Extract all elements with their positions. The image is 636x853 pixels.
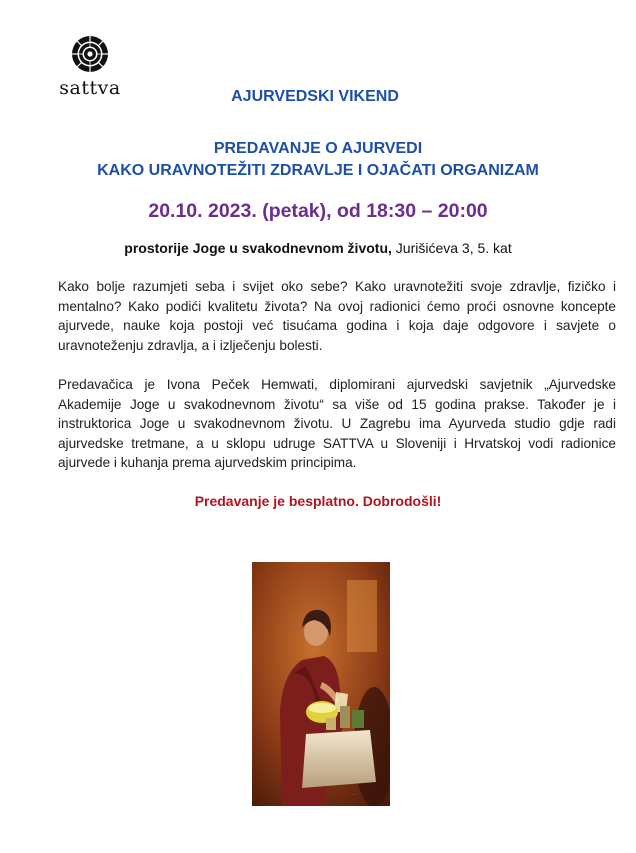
lecture-title	[0, 138, 636, 182]
free-admission-note: Predavanje je besplatno. Dobrodošli!	[194, 493, 442, 509]
venue	[0, 240, 636, 256]
lecture-title-line1: PREDAVANJE O AJURVEDI	[213, 140, 423, 157]
logo-text: sattva	[59, 77, 121, 99]
woman-pouring-drink-photo	[252, 562, 390, 806]
event-date: 20.10. 2023. (petak), od 18:30 – 20:00	[148, 200, 488, 222]
mandala-icon	[70, 34, 110, 74]
lecturer-paragraph: Predavačica je Ivona Peček Hemwati, diplomirani ajurvedski savjetnik „Ajurvedske Akademije Joge u svakodnevnom životu“ sa više od 15 godina prakse. Također je i instruktorica Joge u svakodnevnom životu. U Zagrebu ima Ayurveda studio gdje radi ajurvedske tretmane, a u sklopu udruge SATTVA u Sloveniji i Hrvatskoj vodi radionice ajurvede i kuhanja prema ajurvedskim principima.	[58, 377, 616, 470]
venue-address: Jurišićeva 3, 5. kat	[395, 240, 512, 256]
svg-text:· · ·: · · ·	[352, 793, 358, 797]
event-title: AJURVEDSKI VIKEND	[231, 88, 399, 105]
venue-name: prostorije Joge u svakodnevnom životu,	[124, 240, 392, 256]
intro-paragraph: Kako bolje razumjeti seba i svijet oko sebe? Kako uravnotežiti svoje zdravlje, fizičko i mentalno? Kako podići kvalitetu života? Na ovoj radionici ćemo proći osnovne koncepte ajurvede, nauke koja postoji već tisućama godina i koja daje odgovore i savjete o uravnoteženju zdravlja, a i izlječenju bolesti.	[58, 279, 616, 353]
lecture-title-line2: KAKO URAVNOTEŽITI ZDRAVLJE I OJAČATI ORGANIZAM	[97, 162, 539, 179]
